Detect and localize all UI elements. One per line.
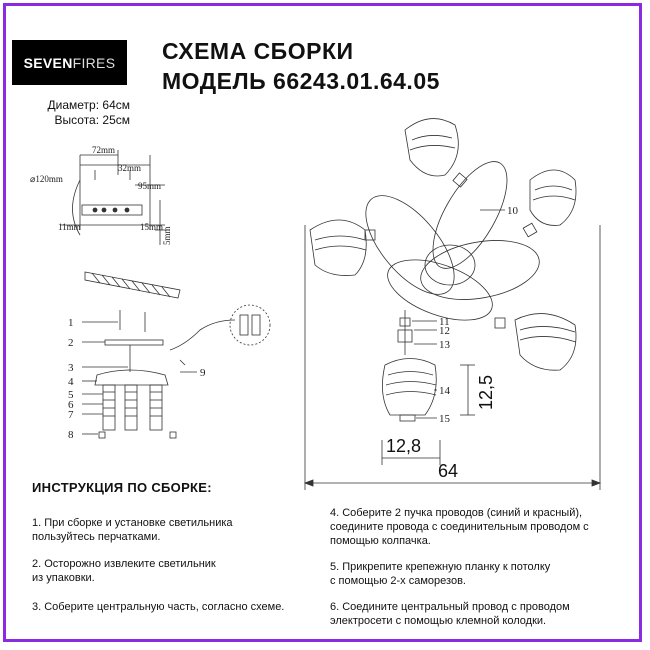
- part-label-4: 4: [68, 376, 74, 388]
- instructions-title: ИНСТРУКЦИЯ ПО СБОРКЕ:: [32, 480, 212, 495]
- instruction-step-6: 6. Соедините центральный провод с проводом электросети с помощью клемной колодки.: [330, 601, 570, 627]
- dim-11mm: 11mm: [58, 222, 81, 232]
- dim-120mm: ⌀120mm: [30, 174, 63, 184]
- plate-hole: [113, 208, 117, 212]
- title-line-2: МОДЕЛЬ 66243.01.64.05: [162, 68, 440, 94]
- lamp-label-11: 11: [439, 316, 450, 328]
- part-label-5: 5: [68, 389, 74, 401]
- instruction-step-5: 5. Прикрепите крепежную планку к потолку с помощью 2-х саморезов.: [330, 561, 551, 587]
- part-label-6: 6: [68, 399, 74, 411]
- shade-height-dim: 12,5: [476, 374, 496, 410]
- mounting-plate-bar: [82, 205, 142, 215]
- part-label-3: 3: [68, 362, 74, 374]
- lamp-shade: [530, 170, 576, 225]
- title-line-1: СХЕМА СБОРКИ: [162, 38, 354, 64]
- plate-hole: [102, 208, 106, 212]
- dim-32mm: 32mm: [118, 163, 142, 173]
- lamp-shade: [515, 314, 576, 371]
- exploded-parts-diagram: [82, 272, 270, 438]
- lamp-label-15: 15: [439, 413, 450, 425]
- dim-72mm: 72mm: [92, 145, 116, 155]
- brand-logo-part2: FIRES: [72, 54, 116, 71]
- part-label-2: 2: [68, 337, 74, 349]
- lamp-label-14: 14: [439, 385, 450, 397]
- total-width-dim: 64: [438, 461, 459, 481]
- diameter-text: Диаметр: 64см: [47, 98, 130, 112]
- lamp-label-12: 12: [439, 325, 450, 337]
- shade-width-dim: 12,8: [386, 436, 422, 456]
- part-label-9: 9: [200, 367, 206, 379]
- lamp-label-10: 10: [507, 205, 518, 217]
- part-label-1: 1: [68, 317, 74, 329]
- brand-logo-part1: SEVEN: [23, 54, 73, 71]
- bottom-lamp-shade: [382, 359, 436, 416]
- dim-5mm: 5mm: [162, 226, 172, 245]
- instruction-step-2: 2. Осторожно извлеките светильник из упаковки.: [32, 558, 216, 584]
- dim-95mm: 95mm: [138, 181, 162, 191]
- dim-15mm: 15mm: [140, 222, 164, 232]
- part-label-8: 8: [68, 429, 74, 441]
- instruction-step-1: 1. При сборке и установке светильника пользуйтесь перчатками.: [32, 517, 233, 543]
- height-text: Высота: 25см: [54, 113, 130, 127]
- chandelier-diagram: [305, 119, 600, 490]
- plate-hole: [93, 208, 97, 212]
- instruction-step-4: 4. Соберите 2 пучка проводов (синий и красный), соедините провода с соединительным проводом с помощью колпачка.: [330, 507, 589, 547]
- instruction-step-3: 3. Соберите центральную часть, согласно схеме.: [32, 601, 285, 613]
- lamp-label-13: 13: [439, 339, 450, 351]
- connector-detail-circle: [230, 305, 270, 345]
- plate-hole: [125, 208, 129, 212]
- part-label-7: 7: [68, 409, 74, 421]
